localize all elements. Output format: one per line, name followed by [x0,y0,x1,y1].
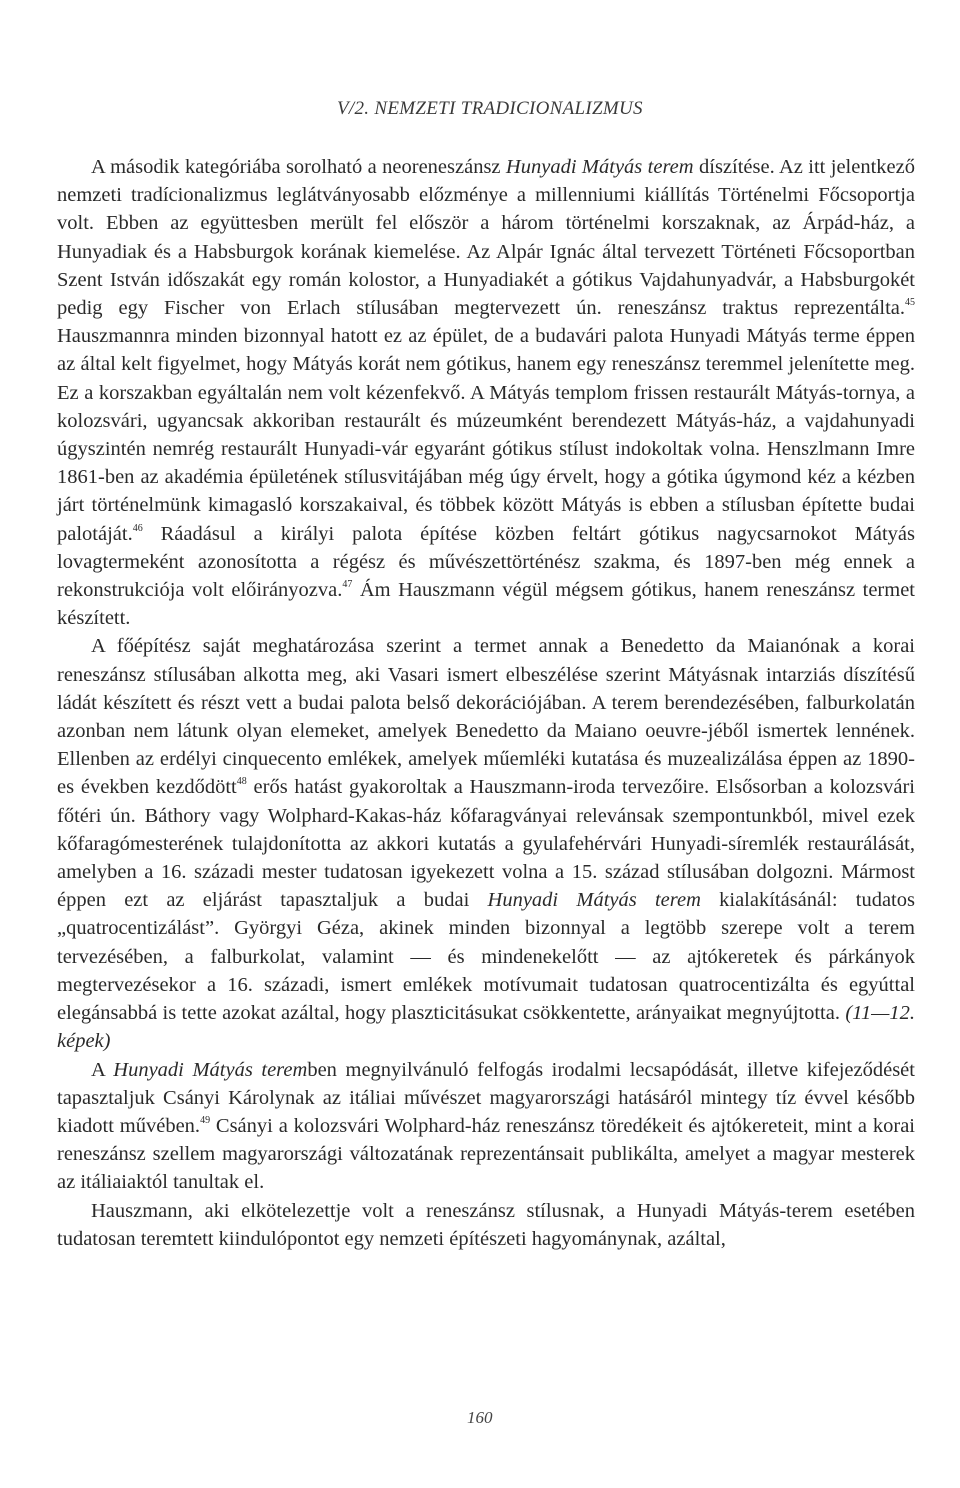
body-text [57,153,915,1253]
document-page [57,0,915,1488]
text-run: Ráadásul a királyi palota építése közben feltárt gótikus nagycsarnokot Mátyás lovagtermeként azonosította a régész és művészettörténész szakma, és 1897-ben még ennek a rekonstrukciója volt előirányozva. [57,522,915,602]
text-run: Ám Hauszmann végül mégsem gótikus, hanem reneszánsz termet készített. [57,579,915,630]
paragraph [57,1197,915,1253]
italic-text: Hunyadi Mátyás terem [505,156,694,178]
paragraph [57,632,915,1055]
section-heading: V/2. NEMZETI TRADICIONALIZMUS [337,98,643,119]
text-run: A főépítész saját meghatározása szerint a termet annak a Benedetto da Maianónak a korai reneszánsz stílusában alkotta meg, aki Vasari ismert elbeszélése szerint Mátyásnak intarziás díszítésű ládát készített és részt vett a budai palota belső dekorációjában. A terem berendezésében, falburkolatán azonban nem látunk olyan elemeket, amelyek Benedetto da Maiano oeuvre-jéből ismertek lennének. Ellenben az erdélyi cinquecento emlékek, amelyek műemléki kutatása és muzealizálása éppen az 1890-es években kezdődött [57,635,915,799]
paragraph [57,153,915,632]
text-run: A [91,1058,114,1081]
text-run: Hauszmannra minden bizonnyal hatott ez az épület, de a budavári palota Hunyadi Mátyás terme éppen az által kelt figyelmet, hogy Mátyás korát nem gótikus, hanem egy reneszánsz teremmel jelenítette meg. Ez a korszakban egyáltalán nem volt kézenfekvő. A Mátyás templom frissen restaurált Mátyás-tornya, a kolozsvári, ugyancsak akkoriban restaurált és múzeumként berendezett Mátyás-ház, a vajdahunyadi úgyszintén nemrég restaurált Hunyadi-vár egyaránt gótikus stílust indokoltak volna. Henszlmann Imre 1861-ben az akadémia épületének stílusvitájában még úgy érvelt, hogy a gótika úgymond kéz a kézben járt történelmünk kimagasló korszakaival, és többek között Mátyás is ebben a stílusban építette budai palotáját. [57,325,915,545]
footnote-ref: 47 [342,579,353,591]
footnote-ref: 45 [905,297,915,309]
italic-text: Hunyadi Mátyás terem [487,889,701,912]
footnote-ref: 49 [200,1114,211,1126]
text-run: Csányi a kolozsvári Wolphard-ház reneszánsz töredékeit és ajtókereteit, mint a korai reneszánsz szellem magyarországi változatának reprezentánsait publikálta, amelyet a magyar mesterek az itáliaiaktól tanultak el. [57,1114,915,1194]
footnote-ref: 48 [236,776,247,788]
text-run: erős hatást gyakoroltak a Hauszmann-iroda tervezőire. Elsősorban a kolozsvári főtéri ún. Báthory vagy Wolphard-Kakas-ház kőfaragványai relevánsak szempontunkból, mivel ezek kőfaragómesterének tulajdonította az akkori kutatás a gyulafehérvári Hunyadi-síremlék restaurálását, amelyben a 16. századi mester tudatosan igyekezett volna a 15. század stílusában dolgozni. Mármost éppen ezt az eljárást tapasztaljuk a budai [57,776,915,912]
italic-text: (11—12. képek) [57,1002,915,1053]
text-run: díszítése. Az itt jelentkező nemzeti tradícionalizmus leglátványosabb előzménye a millenniumi kiállítás Történelmi Főcsoportja volt. Ebben az együttesben merült fel először a három történelmi korszaknak, az Árpád-ház, a Hunyadiak és a Habsburgok korának kiemelése. Az Alpár Ignác által tervezett Történeti Főcsoportban Szent István időszakát egy román kolostor, a Hunyadiakét a gótikus Vajdahunyadvár, a Habsburgokét pedig egy Fischer von Erlach stílusában megtervezett ún. reneszánsz traktus reprezentálta. [57,156,915,320]
text-run: Hauszmann, aki elkötelezettje volt a reneszánsz stílusnak, a Hunyadi Mátyás-terem esetében tudatosan teremtett kiindulópontot egy nemzeti építészeti hagyománynak, azáltal, [57,1199,915,1250]
footnote-ref: 46 [132,522,143,534]
italic-text: Hunyadi Mátyás terem [113,1058,308,1081]
text-run: A második kategóriába sorolható a neoreneszánsz [91,156,506,178]
paragraph [57,1056,915,1197]
page-number: 160 [467,1408,493,1427]
text-run: ben megnyilvánuló felfogás irodalmi lecsapódását, illetve kifejeződését tapasztaljuk Csányi Károlynak az itáliai művészet magyarországi hatásáról mintegy tíz évvel később kiadott művében. [57,1058,915,1137]
text-run: kialakításánál: tudatos „quatrocentizálást”. Györgyi Géza, akinek minden bizonnyal a legtöbb szerepe volt a terem tervezésében, a falburkolat, valamint — és mindenekelőtt — az ajtókeretek és párkányok megtervezésekor a 16. századi, ismert emlékek motívumait tudatosan quatrocentizálta és egyúttal elegánsabbá is tette azokat azáltal, hogy plaszticitásukat csökkentette, arányaikat megnyújtotta. [57,889,915,1025]
